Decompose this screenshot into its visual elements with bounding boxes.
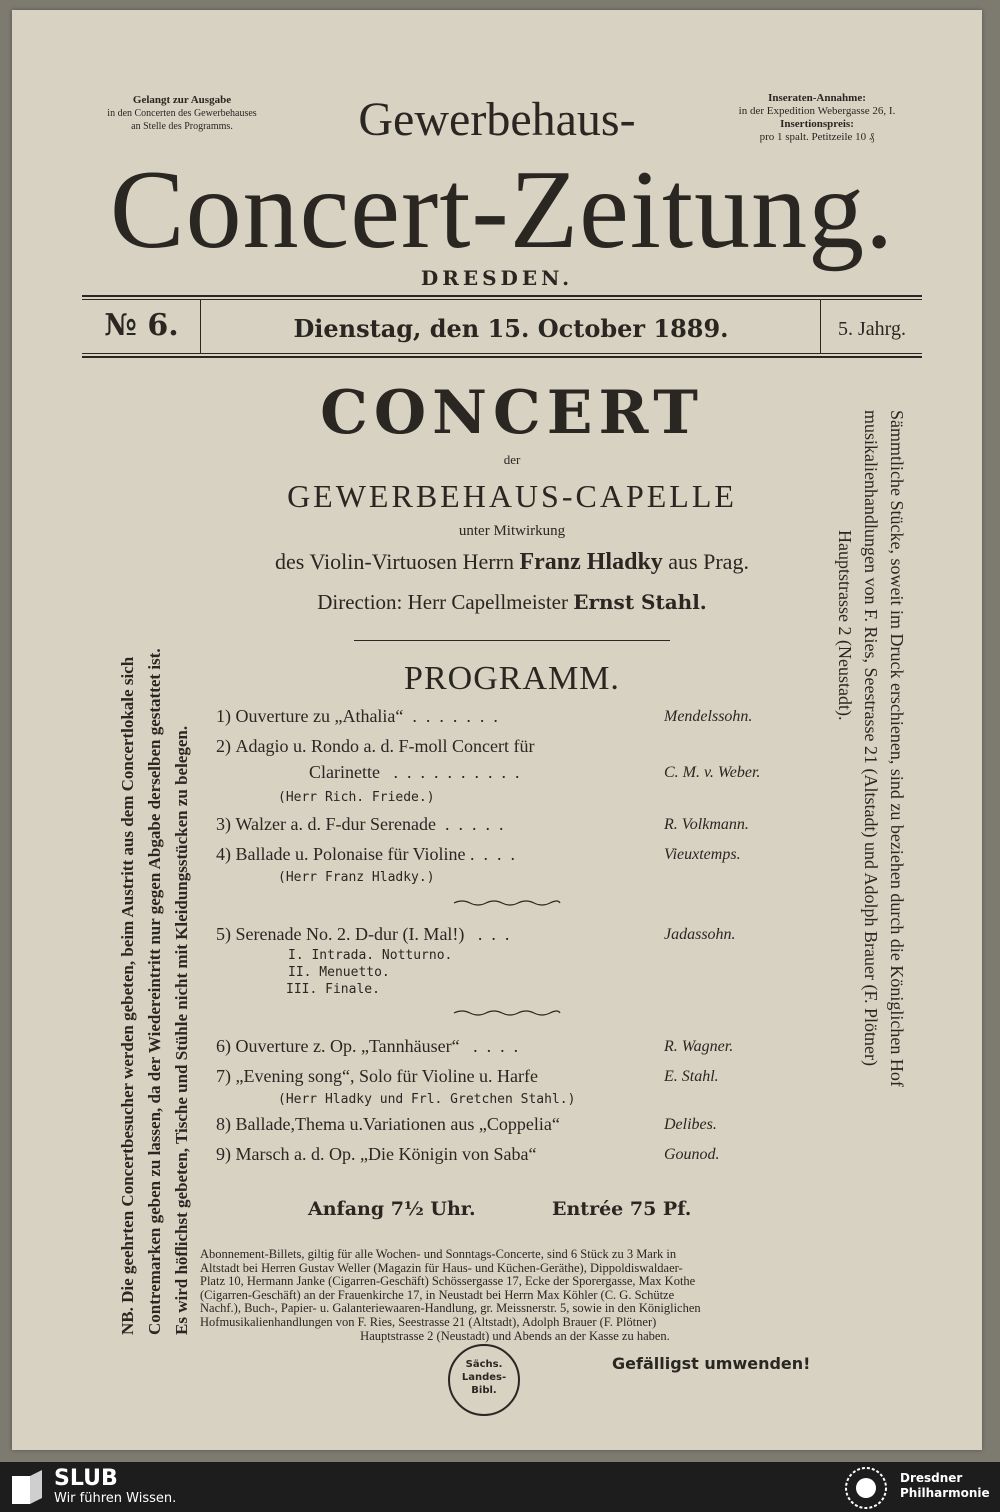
program-composer-7: E. Stahl. <box>664 1068 719 1085</box>
left-vertical-note <box>114 648 195 1335</box>
title-top: Gewerbehaus- <box>358 93 636 146</box>
mitwirkung-label: unter Mitwirkung <box>458 523 566 539</box>
partner-line: Philharmonie <box>900 1486 990 1500</box>
issue-date: Dienstag, den 15. October 1889. <box>293 314 729 343</box>
item-number: 5) <box>216 924 231 944</box>
slub-label: SLUB <box>54 1466 118 1491</box>
right-vertical-line: Sämmtliche Stücke, soweit im Druck erschienen, sind zu beziehen durch die Königlichen Hof <box>887 410 907 1087</box>
program-item-6: 6) Ouverture z. Op. „Tannhäuser“ . . . . <box>216 1036 519 1056</box>
soloist-post: aus Prag. <box>668 549 749 574</box>
stamp-text <box>450 1358 518 1397</box>
soloist-name: Franz Hladky <box>519 549 663 575</box>
right-note-line: Inseraten-Annahme: <box>768 92 866 104</box>
program-item-2-cont: Clarinette . . . . . . . . . . <box>309 762 520 782</box>
movement-1: I. Intrada. Notturno. <box>288 948 453 963</box>
item-title: Adagio u. Rondo a. d. F-moll Concert für <box>235 736 535 756</box>
divider-line <box>354 640 670 641</box>
slub-logo-icon <box>12 1468 42 1506</box>
right-vertical-line: musikalienhandlungen von F. Ries, Seestrasse 21 (Altstadt) und Adolph Brauer (F. Plötner) <box>861 410 881 1067</box>
abonnement-line: (Cigarren-Geschäft) an der Frauenkirche 17, in Neustadt bei Herrn Max Köhler (C. G. Schütze <box>200 1287 675 1302</box>
rule-divider-left <box>200 300 201 353</box>
item-number: 1) <box>216 706 231 726</box>
program-item-9 <box>216 1144 536 1165</box>
program-item-8 <box>216 1114 560 1135</box>
right-note-line: Insertionspreis: <box>780 118 854 130</box>
item-title: Ballade,Thema u.Variationen aus „Coppelia“ <box>235 1114 560 1134</box>
entree-text: Entrée 75 Pf. <box>552 1198 692 1220</box>
program-item-3: 3) Walzer a. d. F-dur Serenade . . . . . <box>216 814 504 834</box>
footer-bar <box>0 1462 1000 1512</box>
left-note-line: an Stelle des Programms. <box>131 121 233 132</box>
program-item-1: 1) Ouverture zu „Athalia“ . . . . . . . <box>216 706 498 726</box>
abonnement-line: Abonnement-Billets, giltig für alle Wochen- und Sonntags-Concerte, sind 6 Stück zu 3 Mark in <box>200 1247 677 1261</box>
issue-year: 5. Jahrg. <box>838 318 906 340</box>
program-item-7 <box>216 1066 538 1087</box>
philharmonie-label <box>900 1471 990 1501</box>
program-composer-8: Delibes. <box>664 1116 717 1133</box>
partner-line: Dresdner <box>900 1471 963 1485</box>
abonnement-line: Nachf.), Buch-, Papier- u. Galanteriewaaren-Handlung, gr. Meissnerstr. 5, sowie in den Königlichen <box>200 1301 701 1316</box>
abonnement-line: Hofmusikalienhandlungen von F. Ries, Seestrasse 21 (Altstadt), Adolph Brauer (F. Plötner) <box>200 1314 657 1329</box>
item-title: Ouverture z. Op. „Tannhäuser“ <box>235 1036 460 1056</box>
item-title: Marsch a. d. Op. „Die Königin von Saba“ <box>235 1144 537 1164</box>
item-number: 6) <box>216 1036 231 1056</box>
left-vertical-line: NB. Die geehrten Concertbesucher werden gebeten, beim Austritt aus dem Concertlokale sich <box>118 656 137 1335</box>
rule-bottom <box>82 356 922 358</box>
program-composer-2: C. M. v. Weber. <box>664 764 761 781</box>
item-title: „Evening song“, Solo für Violine u. Harfe <box>235 1066 539 1086</box>
abonnement-line: Platz 10, Hermann Janke (Cigarren-Geschäft) Schössergasse 17, Ecke der Sporergasse, Max Kothe <box>200 1274 696 1289</box>
right-vertical-note <box>832 410 910 1087</box>
slub-slogan: Wir führen Wissen. <box>54 1491 177 1506</box>
left-vertical-line: Contremarken geben zu lassen, da der Wiedereintritt nur gegen Abgabe derselben gestattet ist. <box>145 648 164 1335</box>
header-right-note <box>717 92 917 144</box>
program-composer-3: R. Volkmann. <box>664 816 749 833</box>
program-item-2 <box>216 736 534 757</box>
right-note-line: pro 1 spalt. Petitzeile 10 ₰ <box>759 131 875 143</box>
programm-heading: PROGRAMM. <box>404 660 620 697</box>
item-title: Ballade u. Polonaise für Violine <box>235 844 466 864</box>
ornament-divider-2 <box>452 1008 562 1018</box>
stamp-line: Landes- <box>461 1372 507 1383</box>
left-note-line: in den Concerten des Gewerbehauses <box>107 108 257 119</box>
program-note-7: (Herr Hladky und Frl. Gretchen Stahl.) <box>278 1092 576 1107</box>
rule-top-thin <box>82 299 922 300</box>
item-number: 2) <box>216 736 231 756</box>
program-note-4: (Herr Franz Hladky.) <box>278 870 435 885</box>
direction-name: Ernst Stahl. <box>573 590 707 614</box>
item-number: 8) <box>216 1114 231 1134</box>
anfang-text: Anfang 7½ Uhr. <box>308 1198 476 1220</box>
left-note-line: Gelangt zur Ausgabe <box>132 94 232 106</box>
philharmonie-logo-icon <box>844 1466 888 1510</box>
item-number: 7) <box>216 1066 231 1086</box>
program-note-2: (Herr Rich. Friede.) <box>278 790 435 805</box>
der-label: der <box>503 452 521 467</box>
stamp-line: Sächs. <box>465 1359 503 1370</box>
soloist-pre: des Violin-Virtuosen Herrn <box>275 549 514 574</box>
abonnement-block <box>200 1248 830 1343</box>
soloist-line <box>172 549 852 576</box>
umwenden-text: Gefälligst umwenden! <box>612 1354 811 1373</box>
item-number: 4) <box>216 844 231 864</box>
concert-heading: CONCERT <box>320 378 704 448</box>
movement-2: II. Menuetto. <box>288 965 390 980</box>
abonnement-line: Altstadt bei Herren Gustav Weller (Magazin für Haus- und Küchen-Geräthe), Dippoldiswaldaer- <box>200 1260 683 1275</box>
program-composer-9: Gounod. <box>664 1146 720 1163</box>
library-stamp <box>448 1344 520 1416</box>
rule-top <box>82 295 922 297</box>
program-composer-1: Mendelssohn. <box>664 708 753 725</box>
item-title-cont: Clarinette <box>309 762 380 782</box>
item-title: Ouverture zu „Athalia“ <box>235 706 404 726</box>
abonnement-line: Hauptstrasse 2 (Neustadt) und Abends an der Kasse zu haben. <box>360 1328 670 1343</box>
item-title: Serenade No. 2. D-dur (I. Mal!) <box>235 924 465 944</box>
item-number: 3) <box>216 814 231 834</box>
direction-pre: Direction: Herr Capellmeister <box>317 590 568 614</box>
right-note-line: in der Expedition Webergasse 26, I. <box>738 105 896 117</box>
left-vertical-line: Es wird höflichst gebeten, Tische und Stühle nicht mit Kleidungsstücken zu belegen. <box>172 725 191 1335</box>
program-composer-5: Jadassohn. <box>664 926 736 943</box>
rule-bottom-thin <box>82 353 922 354</box>
masthead-title: Concert-Zeitung. <box>109 148 895 272</box>
direction-line <box>172 590 852 615</box>
ornament-divider-1 <box>452 898 562 908</box>
issue-number: № 6. <box>104 308 179 343</box>
city-name: DRESDEN. <box>420 266 574 290</box>
movement-3: III. Finale. <box>286 982 380 997</box>
program-composer-6: R. Wagner. <box>664 1038 734 1055</box>
program-composer-4: Vieuxtemps. <box>664 846 741 863</box>
program-item-4: 4) Ballade u. Polonaise für Violine . . . . <box>216 844 516 864</box>
document-page <box>12 10 982 1450</box>
item-title: Walzer a. d. F-dur Serenade <box>235 814 436 834</box>
orchestra-name: GEWERBEHAUS-CAPELLE <box>287 478 737 514</box>
rule-divider-right <box>820 300 821 353</box>
program-item-5: 5) Serenade No. 2. D-dur (I. Mal!) . . . <box>216 924 510 944</box>
right-vertical-line: Hauptstrasse 2 (Neustadt). <box>835 530 855 721</box>
stamp-line: Bibl. <box>471 1385 497 1396</box>
item-number: 9) <box>216 1144 231 1164</box>
